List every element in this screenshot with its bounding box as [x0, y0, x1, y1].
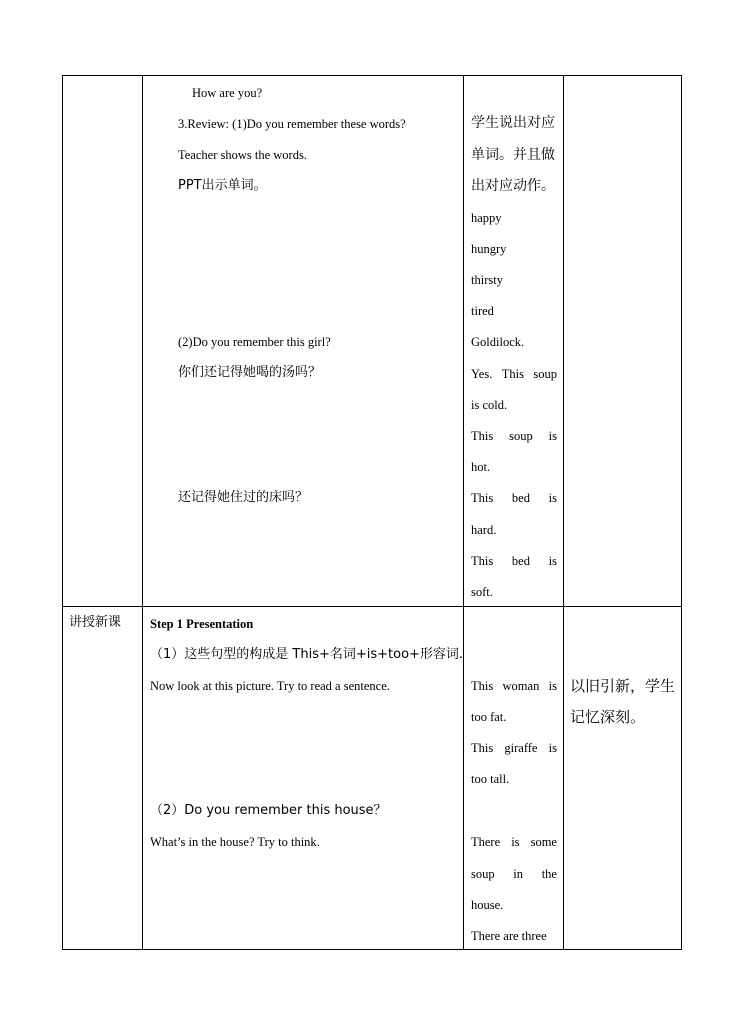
teacher-line-look-picture: Now look at this picture. Try to read a sentence. — [150, 679, 390, 693]
answer-soup-hot-line-1: This soup is — [471, 429, 557, 443]
answer-soup-house-line-1: There is some — [471, 835, 557, 849]
design-intent-line-1: 以旧引新，学生 — [570, 677, 676, 695]
col-divider-1 — [142, 75, 143, 950]
teacher-line-soup-question: 你们还记得她喝的汤吗？ — [178, 365, 322, 380]
answer-soup-house-line-3: house. — [471, 898, 504, 912]
answer-bed-hard-line-2: hard. — [471, 523, 497, 537]
col-divider-2 — [463, 75, 464, 950]
teacher-line-bed-question: 还记得她住过的床吗？ — [178, 490, 309, 505]
word-happy: happy — [471, 211, 502, 225]
table-top-border — [62, 75, 682, 76]
teacher-line-how-are-you: How are you? — [192, 86, 263, 100]
answer-soup-cold-line-2: is cold. — [471, 398, 508, 412]
answer-soup-cold-line-1: Yes. This soup — [471, 367, 557, 381]
table-right-border — [681, 75, 682, 950]
table-left-border — [62, 75, 63, 950]
teacher-line-ppt: PPT出示单词。 — [178, 178, 267, 193]
answer-soup-house-line-2: soup in the — [471, 867, 557, 881]
teacher-line-remember-house: （2）Do you remember this house？ — [150, 803, 387, 818]
answer-bed-soft-line-2: soft. — [471, 585, 493, 599]
answer-giraffe-line-1: This giraffe is — [471, 741, 557, 755]
teacher-line-whats-in-house: What’s in the house? Try to think. — [150, 835, 320, 849]
word-hungry: hungry — [471, 242, 507, 256]
col-divider-3 — [563, 75, 564, 950]
answer-goldilock: Goldilock. — [471, 335, 525, 349]
row-divider — [62, 606, 682, 607]
answer-woman-line-1: This woman is — [471, 679, 557, 693]
student-activity-line-3: 出对应动作。 — [471, 178, 555, 194]
answer-bed-hard-line-1: This bed is — [471, 491, 557, 505]
stage-label-new-lesson: 讲授新课 — [69, 615, 122, 630]
student-activity-line-2: 单词。并且做 — [471, 147, 555, 163]
student-activity-line-1: 学生说出对应 — [471, 115, 555, 131]
table-bottom-border — [62, 949, 682, 950]
teacher-line-review: 3.Review: (1)Do you remember these words? — [178, 117, 406, 131]
word-thirsty: thirsty — [471, 273, 503, 287]
answer-giraffe-line-2: too tall. — [471, 772, 510, 786]
teacher-line-shows-words: Teacher shows the words. — [178, 148, 307, 162]
answer-soup-hot-line-2: hot. — [471, 460, 491, 474]
design-intent-line-2: 记忆深刻。 — [570, 708, 646, 726]
sentence-pattern-note: （1）这些句型的构成是 This+名词+is+too+形容词. — [150, 647, 464, 662]
word-tired: tired — [471, 304, 494, 318]
answer-woman-line-2: too fat. — [471, 710, 507, 724]
answer-bed-soft-line-1: This bed is — [471, 554, 557, 568]
step-heading: Step 1 Presentation — [150, 617, 254, 631]
answer-there-are-three: There are three — [471, 929, 547, 943]
teacher-line-remember-girl: (2)Do you remember this girl? — [178, 335, 331, 349]
